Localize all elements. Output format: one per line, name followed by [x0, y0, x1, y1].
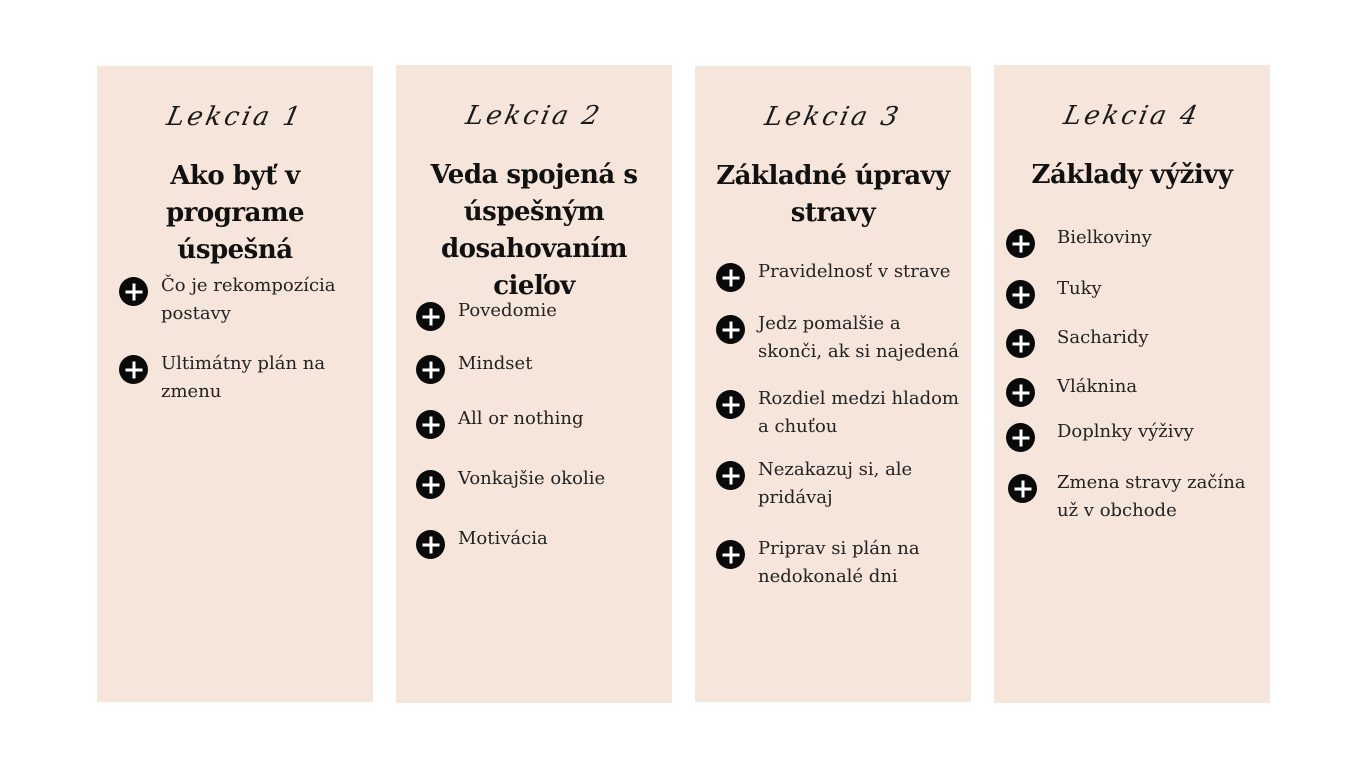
plus-circle-icon[interactable]	[416, 355, 445, 384]
lesson-card-4	[994, 65, 1270, 703]
item-label: Vláknina	[1057, 376, 1138, 397]
title-line: dosahovaním cieľov	[441, 234, 627, 301]
title-line: Základné úpravy	[716, 161, 950, 191]
list-item[interactable]	[1006, 278, 1260, 309]
item-label: Mindset	[458, 353, 533, 374]
lesson-label: Lekcia 1	[164, 102, 306, 132]
title-line: úspešná	[177, 235, 293, 265]
title-line: Základy výživy	[1031, 160, 1233, 190]
title-line: Veda spojená s	[430, 160, 638, 190]
list-item[interactable]	[1006, 376, 1260, 407]
list-item[interactable]	[119, 275, 349, 328]
list-item[interactable]	[119, 353, 349, 406]
lesson-card-2	[396, 65, 672, 703]
plus-circle-icon[interactable]	[416, 470, 445, 499]
title-line: Ako byť v programe	[166, 161, 304, 228]
lesson-card-1	[97, 66, 373, 702]
list-item[interactable]	[716, 459, 961, 512]
item-label: All or nothing	[458, 408, 584, 429]
plus-circle-icon[interactable]	[716, 315, 745, 344]
list-item[interactable]	[1006, 227, 1260, 258]
list-item[interactable]	[416, 408, 656, 439]
plus-circle-icon[interactable]	[416, 410, 445, 439]
plus-circle-icon[interactable]	[1006, 329, 1035, 358]
plus-circle-icon[interactable]	[119, 277, 148, 306]
plus-circle-icon[interactable]	[1006, 280, 1035, 309]
lesson-title	[406, 157, 662, 305]
plus-circle-icon[interactable]	[1006, 229, 1035, 258]
list-item[interactable]	[416, 528, 656, 559]
lesson-title	[1004, 157, 1260, 194]
list-item[interactable]	[416, 353, 656, 384]
list-item[interactable]	[716, 388, 961, 441]
plus-circle-icon[interactable]	[716, 263, 745, 292]
item-label: Bielkoviny	[1057, 227, 1152, 248]
list-item[interactable]	[1006, 421, 1260, 452]
plus-circle-icon[interactable]	[716, 461, 745, 490]
list-item[interactable]	[716, 261, 961, 292]
list-item[interactable]	[716, 313, 961, 366]
item-label: Tuky	[1057, 278, 1102, 299]
plus-circle-icon[interactable]	[1006, 423, 1035, 452]
plus-circle-icon[interactable]	[716, 540, 745, 569]
lesson-title	[107, 158, 363, 269]
item-label: Rozdiel medzi hladom a chuťou	[758, 388, 959, 437]
item-label: Ultimátny plán na zmenu	[161, 353, 326, 402]
list-item[interactable]	[1006, 327, 1260, 358]
lesson-label: Lekcia 2	[463, 101, 605, 131]
plus-circle-icon[interactable]	[1008, 474, 1037, 503]
item-label: Nezakazuj si, ale pridávaj	[758, 459, 913, 508]
lesson-title	[705, 158, 961, 232]
item-label: Čo je rekompozícia postavy	[161, 275, 336, 324]
lesson-card-3	[695, 66, 971, 702]
list-item[interactable]	[1008, 472, 1260, 525]
title-line: úspešným	[463, 197, 605, 227]
item-label: Vonkajšie okolie	[458, 468, 606, 489]
item-label: Sacharidy	[1057, 327, 1149, 348]
plus-circle-icon[interactable]	[416, 530, 445, 559]
item-label: Jedz pomalšie a skonči, ak si najedená	[758, 313, 959, 362]
item-label: Zmena stravy začína už v obchode	[1057, 472, 1246, 521]
lesson-label: Lekcia 4	[1061, 101, 1203, 131]
item-label: Pravidelnosť v strave	[758, 261, 951, 282]
item-label: Motivácia	[458, 528, 548, 549]
plus-circle-icon[interactable]	[716, 390, 745, 419]
plus-circle-icon[interactable]	[416, 302, 445, 331]
item-label: Priprav si plán na nedokonalé dni	[758, 538, 920, 587]
list-item[interactable]	[416, 300, 656, 331]
item-label: Povedomie	[458, 300, 557, 321]
item-label: Doplnky výživy	[1057, 421, 1194, 442]
lesson-label: Lekcia 3	[762, 102, 904, 132]
plus-circle-icon[interactable]	[1006, 378, 1035, 407]
title-line: stravy	[790, 198, 876, 228]
list-item[interactable]	[416, 468, 656, 499]
plus-circle-icon[interactable]	[119, 355, 148, 384]
list-item[interactable]	[716, 538, 961, 591]
